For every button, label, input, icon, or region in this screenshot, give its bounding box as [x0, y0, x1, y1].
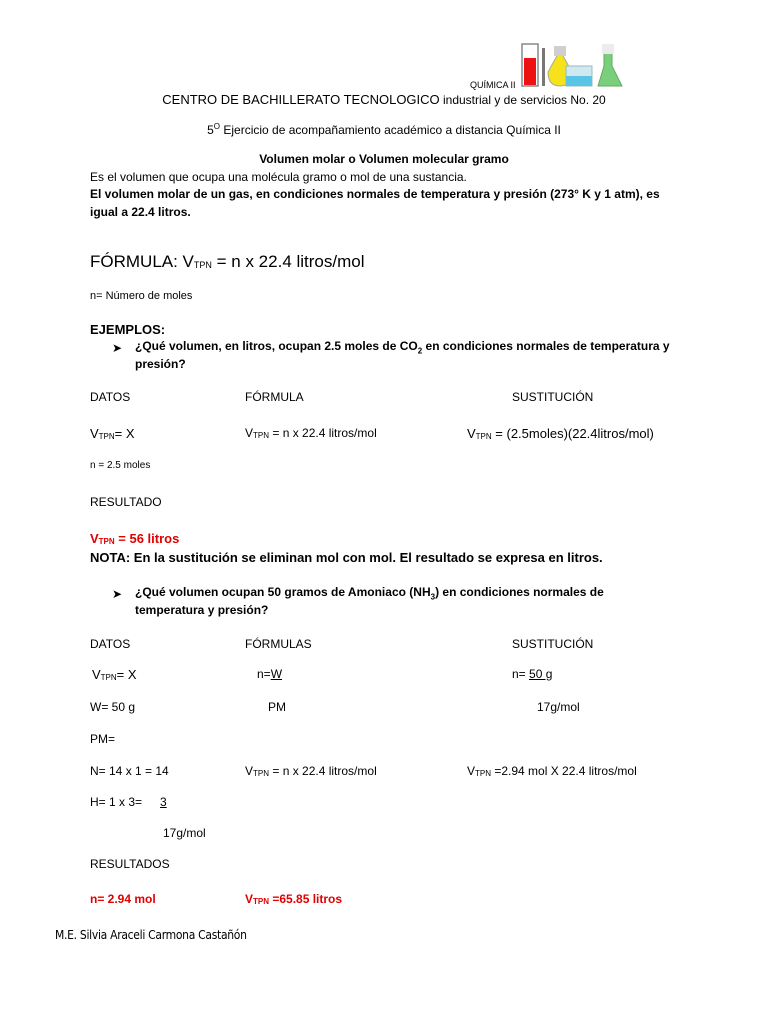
ex1-n-value: n = 2.5 moles — [90, 460, 151, 471]
topic-title: Volumen molar o Volumen molecular gramo — [259, 152, 509, 166]
w-numerator: W — [270, 667, 283, 681]
tpn-sub: TPN — [98, 432, 115, 441]
author-footer: M.E. Silvia Araceli Carmona Castañón — [55, 928, 247, 942]
ex2-h-calc — [90, 795, 169, 809]
h-calc-text: H= 1 x 3= — [90, 795, 143, 809]
ex1-nota: NOTA: En la sustitución se eliminan mol con mol. El resultado se expresa en litros. — [90, 550, 603, 565]
ex1-datos-v — [90, 426, 135, 441]
topic-bold-line2: igual a 22.4 litros. — [90, 205, 191, 219]
tpn-sub: TPN — [475, 432, 492, 441]
ex1-sust-rest: = (2.5moles)(22.4litros/mol) — [491, 426, 654, 441]
school-name — [0, 92, 768, 107]
v-symbol: V — [90, 426, 99, 441]
ex2-n-formula — [257, 667, 292, 681]
formula-prefix: FÓRMULA: V — [90, 252, 194, 271]
ex2-datos-v — [92, 667, 137, 682]
exercise-number: 5 — [207, 123, 214, 137]
ex1-result — [90, 531, 179, 546]
exercise-text: Ejercicio de acompañamiento académico a distancia Química II — [220, 123, 561, 137]
example2-question-line2: temperatura y presión? — [135, 603, 269, 617]
ex1-q-sub: 2 — [417, 346, 423, 356]
ex2-n-calc: N= 14 x 1 = 14 — [90, 764, 169, 778]
ex2-g-per-mol: 17g/mol — [537, 700, 580, 714]
tpn-sub: TPN — [475, 769, 492, 778]
ex2-col-sustitucion: SUSTITUCIÓN — [512, 637, 594, 651]
ex2-v-sustitucion — [467, 764, 637, 778]
ex1-q-a: ¿Qué volumen, en litros, ocupan 2.5 moles de CO — [135, 339, 418, 353]
v-symbol: V — [92, 667, 101, 682]
ex1-formula-v — [245, 426, 377, 440]
n-definition: n= Número de moles — [90, 290, 193, 302]
ex2-n-result: n= 2.94 mol — [90, 892, 156, 906]
exercise-title — [0, 122, 768, 137]
v-symbol: V — [245, 892, 254, 906]
ex2-q-sub: 3 — [430, 592, 436, 602]
ex2-q-a: ¿Qué volumen ocupan 50 gramos de Amoniaco (NH — [135, 585, 431, 599]
n-eq: n= — [257, 667, 271, 681]
exercise-superscript: O — [213, 122, 221, 131]
ex1-col-sustitucion: SUSTITUCIÓN — [512, 390, 594, 404]
v-symbol: V — [467, 764, 476, 778]
ex2-v-result-rest: =65.85 litros — [269, 892, 343, 906]
bullet-arrow-icon: ➤ — [112, 587, 123, 601]
ex2-datos-v-rest: = X — [116, 667, 137, 682]
ex2-col-formulas: FÓRMULAS — [245, 637, 312, 651]
ex2-pm-eq: PM= — [90, 732, 116, 746]
bullet-arrow-icon: ➤ — [112, 341, 123, 355]
ex2-w-value: W= 50 g — [90, 700, 136, 714]
subject-label: QUÍMICA II — [470, 80, 516, 90]
formula-rest: = n x 22.4 litros/mol — [211, 252, 365, 271]
tpn-sub: TPN — [253, 769, 270, 778]
example1-question-line2: presión? — [135, 357, 186, 371]
example2-question-line1 — [135, 585, 604, 601]
school-name-rest: industrial y de servicios No. 20 — [439, 93, 606, 107]
ex1-formula-rest: = n x 22.4 litros/mol — [269, 426, 377, 440]
ex2-resultados-label: RESULTADOS — [90, 857, 170, 871]
ex2-q-b: ) en condiciones normales de — [435, 585, 604, 599]
example1-question-line1 — [135, 339, 670, 355]
ex2-v-formula — [245, 764, 377, 778]
ex1-sustitucion-v — [467, 426, 654, 441]
examples-heading: EJEMPLOS: — [90, 322, 166, 337]
v-symbol: V — [245, 426, 254, 440]
ex2-v-result — [245, 892, 342, 906]
tpn-sub: TPN — [100, 673, 117, 682]
topic-bold-line1: El volumen molar de un gas, en condiciones normales de temperatura y presión (273° K y 1 atm), es — [90, 187, 660, 201]
ex2-v-sust-rest: =2.94 mol X 22.4 litros/mol — [491, 764, 637, 778]
tpn-sub: TPN — [253, 897, 270, 906]
ex1-col-datos: DATOS — [90, 390, 131, 404]
tpn-sub: TPN — [98, 537, 115, 546]
ex1-datos-v-rest: = X — [114, 426, 135, 441]
ex2-pm-total: 17g/mol — [163, 826, 206, 840]
main-formula — [90, 252, 365, 272]
ex1-col-formula: FÓRMULA — [245, 390, 304, 404]
v-symbol: V — [467, 426, 476, 441]
lab-glassware-icon — [518, 42, 626, 90]
ex1-q-b: en condiciones normales de temperatura y — [422, 339, 670, 353]
ex1-resultado-label: RESULTADO — [90, 495, 162, 509]
n-sust-numerator: 50 g — [529, 667, 553, 681]
v-symbol: V — [90, 531, 99, 546]
school-name-main: CENTRO DE BACHILLERATO TECNOLOGICO — [162, 92, 440, 107]
ex2-col-datos: DATOS — [90, 637, 131, 651]
v-symbol: V — [245, 764, 254, 778]
h-calc-num: 3 — [160, 795, 167, 809]
formula-sub: TPN — [193, 260, 212, 270]
tpn-sub: TPN — [253, 431, 270, 440]
ex1-result-rest: = 56 litros — [114, 531, 180, 546]
topic-definition: Es el volumen que ocupa una molécula gramo o mol de una sustancia. — [90, 170, 467, 184]
n-sust-label: n= — [512, 667, 530, 681]
ex2-pm-denominator: PM — [268, 700, 286, 714]
ex2-v-formula-rest: = n x 22.4 litros/mol — [269, 764, 377, 778]
ex2-n-sustitucion — [512, 667, 552, 681]
